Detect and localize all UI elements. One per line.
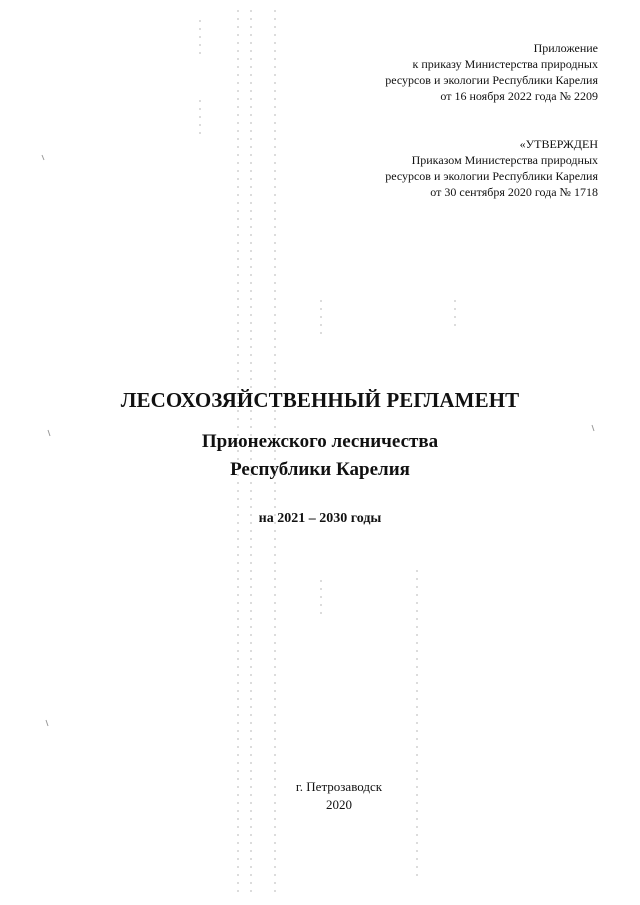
subtitle-line-1: Прионежского лесничества <box>201 431 439 452</box>
footer-year: 2020 <box>326 797 352 812</box>
approved-line: Приказом Министерства природных <box>411 153 598 167</box>
approved-line: ресурсов и экологии Республики Карелия <box>385 169 598 183</box>
footer-city: г. Петрозаводск <box>295 779 383 794</box>
appendix-block <box>385 40 598 104</box>
document-subtitle <box>0 428 640 484</box>
appendix-line: от 16 ноября 2022 года № 2209 <box>440 89 598 103</box>
approved-line: от 30 сентября 2020 года № 1718 <box>430 185 598 199</box>
approved-line: «УТВЕРЖДЕН <box>519 137 598 151</box>
subtitle-line-2: Республики Карелия <box>230 459 410 480</box>
document-title: ЛЕСОХОЗЯЙСТВЕННЫЙ РЕГЛАМЕНТ <box>120 388 520 412</box>
document-footer <box>0 778 640 814</box>
appendix-line: к приказу Министерства природных <box>412 57 598 71</box>
approved-block <box>385 136 598 200</box>
appendix-line: Приложение <box>533 41 598 55</box>
document-period: на 2021 – 2030 годы <box>258 511 382 526</box>
appendix-line: ресурсов и экологии Республики Карелия <box>385 73 598 87</box>
